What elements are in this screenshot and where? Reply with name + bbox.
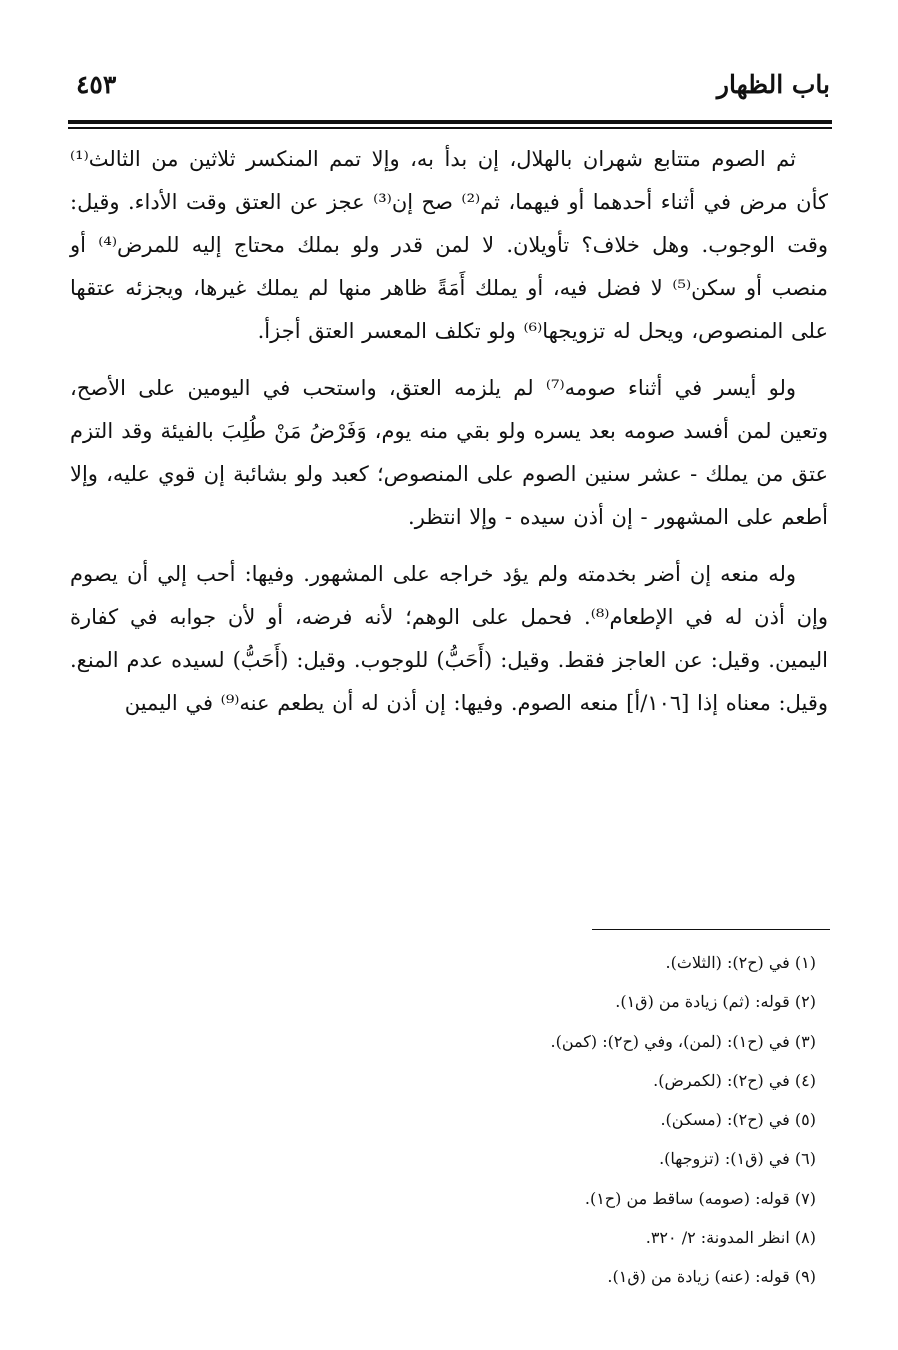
footnote-2: (٢) قوله: (ثم) زيادة من (ق١).: [615, 992, 816, 1012]
header-divider-thick: [68, 120, 832, 124]
footnote-5: (٥) في (ح٢): (مسكن).: [660, 1110, 816, 1130]
footnote-1: (١) في (ح٢): (الثلاث).: [665, 953, 816, 972]
footnote-4: (٤) في (ح٢): (لكمرض).: [653, 1070, 816, 1090]
footnotes: [70, 943, 828, 1297]
footnote-7: (٧) قوله: (صومه) ساقط من (ح١).: [584, 1188, 816, 1208]
footnote-8: (٨) انظر المدونة: ٢/ ٣٢٠.: [645, 1228, 816, 1248]
header-divider-thin: [68, 127, 832, 129]
page-header: [68, 70, 830, 110]
paragraph-2: ولو أيسر في أثناء صومه⁽⁷⁾ لم يلزمه العتق، واستحب في اليومين على الأصح، وتعين لمن أفسد صومه بعد يسره ولو بقي منه يوم، وَفَرْضُ مَنْ طُلِبَ بالفيئة وقد التزم عتق من يملك - عشر سنين الصوم على المنصوص؛ كعبد ولو بشائبة إن قوي عليه، وإلا أطعم على المشهور - إن أذن سيده - وإلا انتظر.: [70, 376, 828, 529]
main-text: [70, 138, 828, 739]
chapter-title: باب الظهار: [716, 70, 830, 99]
paragraph-1: ثم الصوم متتابع شهران بالهلال، إن بدأ به، وإلا تمم المنكسر ثلاثين من الثالث⁽¹⁾ كأن مرض في أثناء أحدهما أو فيهما، ثم⁽²⁾ صح إن⁽³⁾ عجز عن العتق وقت الأداء. وقيل: وقت الوجوب. وهل خلاف؟ تأويلان. لا لمن قدر ولو بملك محتاج إليه للمرض⁽⁴⁾ أو منصب أو سكن⁽⁵⁾ لا فضل فيه، أو يملك أَمَةً ظاهر منها لم يملك غيرها، ويجزئه عتقها على المنصوص، ويحل له تزويجها⁽⁶⁾ ولو تكلف المعسر العتق أجزأ.: [70, 147, 828, 343]
footnote-divider: [592, 929, 830, 930]
footnote-9: (٩) قوله: (عنه) زيادة من (ق١).: [607, 1267, 816, 1287]
page-number: ٤٥٣: [76, 70, 117, 99]
paragraph-3: وله منعه إن أضر بخدمته ولم يؤد خراجه على المشهور. وفيها: أحب إلي أن يصوم وإن أذن له في الإطعام⁽⁸⁾. فحمل على الوهم؛ لأنه فرضه، أو لأن جوابه في كفارة اليمين. وقيل: عن العاجز فقط. وقيل: (أَحَبُّ) للوجوب. وقيل: (أَحَبُّ) لسيده عدم المنع. وقيل: معناه إذا [١٠٦/أ] منعه الصوم. وفيها: إن أذن له أن يطعم عنه⁽⁹⁾ في اليمين: [70, 562, 828, 715]
footnote-6: (٦) في (ق١): (تزوجها).: [659, 1149, 816, 1169]
footnote-3: (٣) في (ح١): (لمن)، وفي (ح٢): (كمن).: [550, 1031, 816, 1051]
